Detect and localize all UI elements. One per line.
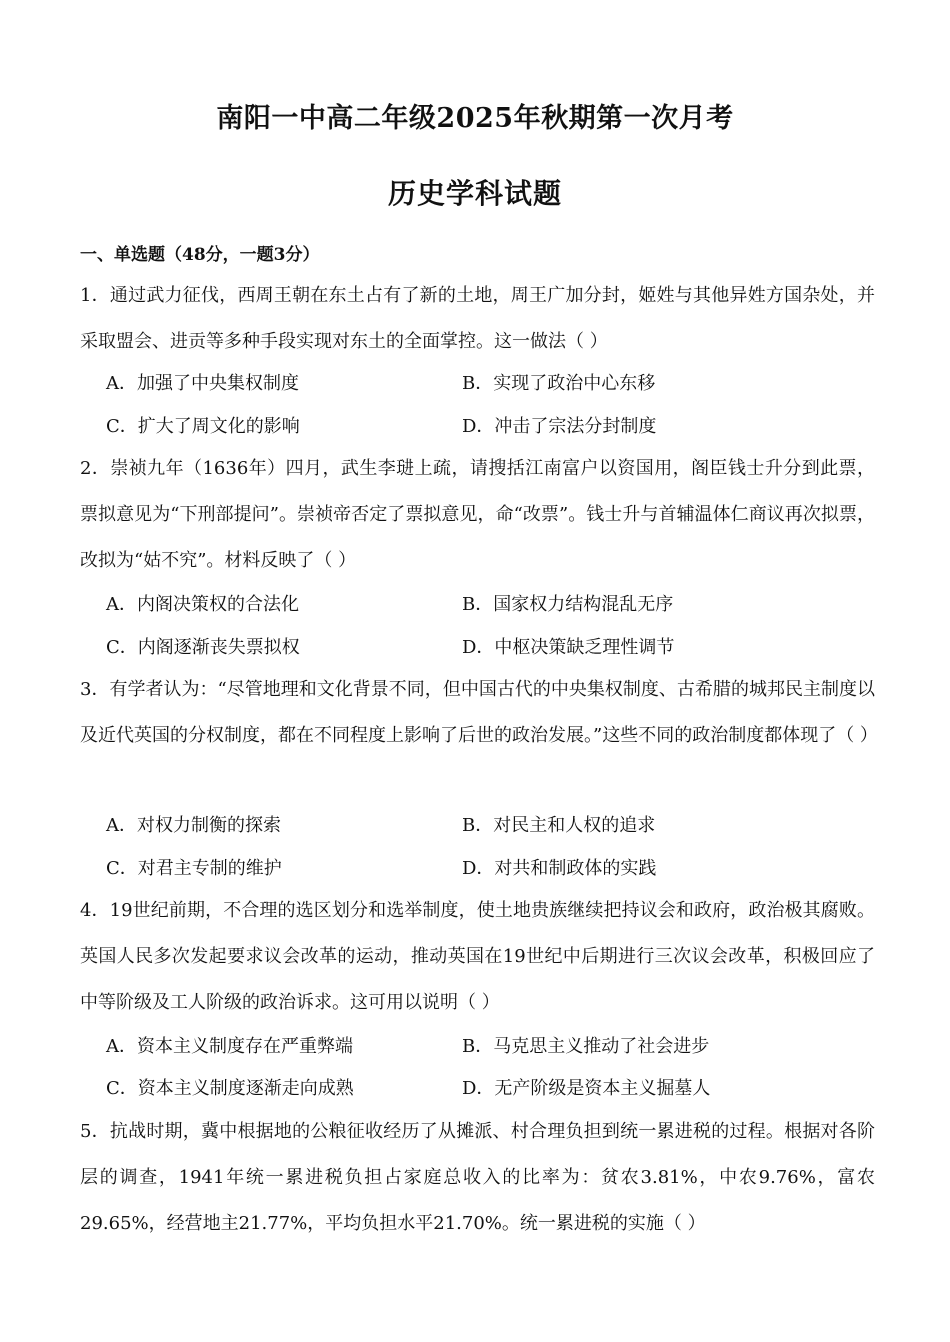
question-4-stem: 4．19世纪前期，不合理的选区划分和选举制度，使土地贵族继续把持议会和政府，政治极其腐败。英国人民多次发起要求议会改革的运动，推动英国在19世纪中后期进行三次议会改革，积极回应了中等阶级及工人阶级的政治诉求。这可用以说明（ ） <box>80 900 875 1013</box>
question-1-option-c: C．扩大了周文化的影响 <box>106 416 300 437</box>
question-2-option-b: B．国家权力结构混乱无序 <box>462 594 674 615</box>
exam-subtitle: 历史学科试题 <box>387 177 562 210</box>
question-2-option-a: A．内阁决策权的合法化 <box>106 594 299 615</box>
question-2-option-c: C．内阁逐渐丧失票拟权 <box>106 637 300 658</box>
question-3-stem: 3．有学者认为：“尽管地理和文化背景不同，但中国古代的中央集权制度、古希腊的城邦民主制度以及近代英国的分权制度，都在不同程度上影响了后世的政治发展。”这些不同的政治制度都体现了（ ） <box>80 679 878 746</box>
exam-title: 南阳一中高二年级2025年秋期第一次月考 <box>216 103 734 134</box>
question-3-option-a: A．对权力制衡的探索 <box>106 815 281 836</box>
question-1-option-a: A．加强了中央集权制度 <box>106 373 299 394</box>
question-1-option-d: D．冲击了宗法分封制度 <box>462 416 657 437</box>
section-heading: 一、单选题（48分，一题3分） <box>80 245 320 265</box>
question-5-stem: 5．抗战时期，冀中根据地的公粮征收经历了从摊派、村合理负担到统一累进税的过程。根据对各阶层的调查，1941年统一累进税负担占家庭总收入的比率为：贫农3.81%，中农9.76%，富农29.65%，经营地主21.77%，平均负担水平21.70%。统一累进税的实施（ ） <box>80 1121 875 1234</box>
question-2-stem: 2．崇祯九年（1636年）四月，武生李琎上疏，请搜括江南富户以资国用，阁臣钱士升分到此票，票拟意见为“下刑部提问”。崇祯帝否定了票拟意见，命“改票”。钱士升与首辅温体仁商议再次拟票，改拟为“姑不究”。材料反映了（ ） <box>80 458 875 571</box>
question-4-option-b: B．马克思主义推动了社会进步 <box>462 1036 710 1057</box>
question-4-option-d: D．无产阶级是资本主义掘墓人 <box>462 1078 711 1099</box>
question-4-option-c: C．资本主义制度逐渐走向成熟 <box>106 1078 354 1099</box>
question-3-option-c: C．对君主专制的维护 <box>106 858 282 879</box>
question-4-option-a: A．资本主义制度存在严重弊端 <box>106 1036 353 1057</box>
question-3-option-b: B．对民主和人权的追求 <box>462 815 656 836</box>
question-3-option-d: D．对共和制政体的实践 <box>462 858 657 879</box>
question-1-stem: 1．通过武力征伐，西周王朝在东土占有了新的土地，周王广加分封，姬姓与其他异姓方国杂处，并采取盟会、进贡等多种手段实现对东土的全面掌控。这一做法（ ） <box>80 285 875 352</box>
question-1-option-b: B．实现了政治中心东移 <box>462 373 656 394</box>
question-2-option-d: D．中枢决策缺乏理性调节 <box>462 637 675 658</box>
